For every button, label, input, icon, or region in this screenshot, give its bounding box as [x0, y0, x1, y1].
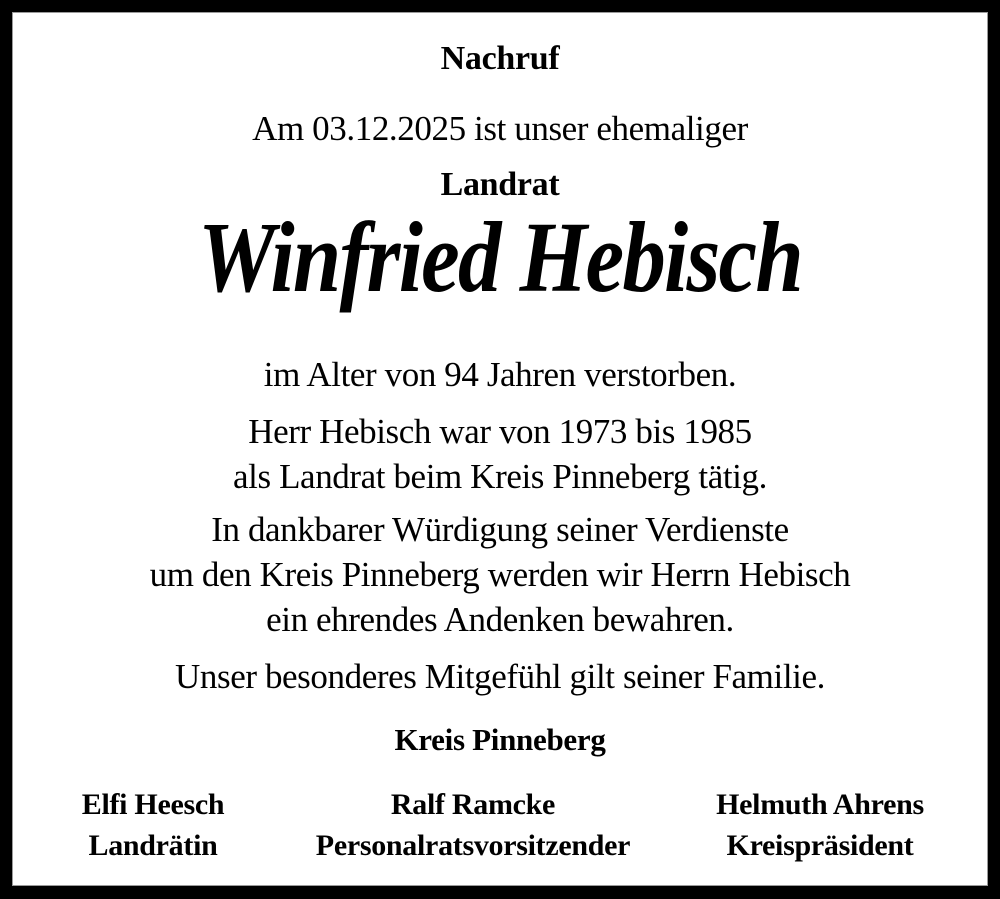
signature-block — [43, 785, 263, 867]
condolence-line: Unser besonderes Mitgefühl gilt seiner Familie. — [175, 657, 825, 696]
signatory-name: Elfi Heesch — [81, 788, 225, 821]
signatory-role: Personalratsvorsitzender — [315, 829, 631, 862]
deceased-name — [13, 201, 987, 337]
notice-title: Nachruf — [440, 40, 560, 77]
signature-block — [263, 785, 683, 867]
signatory-role: Kreispräsident — [726, 829, 914, 862]
tribute-paragraph — [13, 507, 987, 642]
intro-line: Am 03.12.2025 ist unser ehemaliger — [252, 109, 748, 148]
death-statement: im Alter von 94 Jahren verstorben. — [263, 355, 737, 394]
tenure-line-2: als Landrat beim Kreis Pinneberg tätig. — [233, 457, 767, 496]
signature-block — [683, 785, 957, 867]
tenure-line-1: Herr Hebisch war von 1973 bis 1985 — [248, 412, 752, 451]
signatures-row — [13, 785, 987, 867]
organization-name: Kreis Pinneberg — [394, 722, 606, 757]
tenure-paragraph — [13, 409, 987, 499]
tribute-line-3: ein ehrendes Andenken bewahren. — [266, 600, 734, 639]
signatory-name: Helmuth Ahrens — [716, 788, 924, 821]
signatory-name: Ralf Ramcke — [390, 788, 556, 821]
deceased-name-text: Winfried Hebisch — [198, 201, 802, 313]
tribute-line-2: um den Kreis Pinneberg werden wir Herrn Hebisch — [149, 555, 851, 594]
tribute-line-1: In dankbarer Würdigung seiner Verdienste — [211, 510, 789, 549]
signatory-role: Landrätin — [88, 829, 218, 862]
deceased-role: Landrat — [440, 166, 560, 203]
obituary-notice — [12, 12, 988, 886]
